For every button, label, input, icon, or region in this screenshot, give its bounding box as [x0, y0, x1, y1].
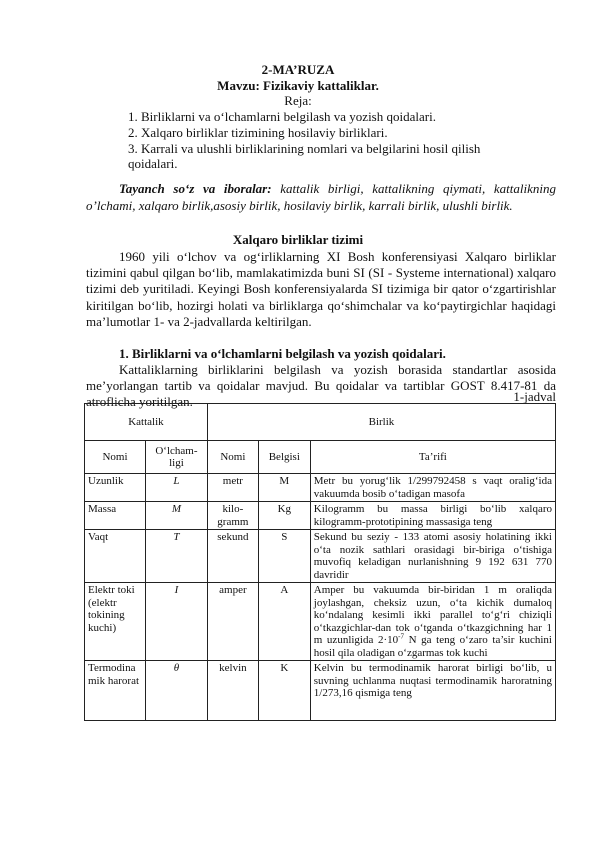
- quantity-name: Massa: [85, 502, 146, 530]
- units-table: [84, 403, 556, 721]
- header-unit-name: Nomi: [207, 441, 258, 474]
- dimension-symbol: I: [145, 583, 207, 661]
- plan-item-3: 3. Karrali va ulushli birliklarining nomlari va belgilarini hosil qilish qoidalari.: [128, 141, 481, 171]
- table-row: [85, 583, 556, 661]
- dimension-symbol: L: [145, 474, 207, 502]
- unit-symbol: Kg: [258, 502, 310, 530]
- keywords-paragraph: [86, 180, 556, 214]
- unit-name: kelvin: [207, 661, 258, 721]
- dimension-symbol: T: [145, 530, 207, 583]
- table-label: 1-jadval: [513, 389, 556, 404]
- unit-symbol: A: [258, 583, 310, 661]
- intro-paragraph: 1960 yili o‘lchov va og‘irliklarning XI Bosh konferensiyasi Xalqaro birliklar tizimini qabul qilgan bo‘lib, mamlakatimizda buni SI (SI - Systeme international) xalqaro tizimi deb yuritiladi. Keyingi Bosh konferensiyalarda SI tizimiga bir qator o‘zgartirishlar kiritilgan bo‘lib, hozirgi holati va birliklarga qo‘shimchalar va ko‘paytirgichlar haqidagi ma’lumotlar 1- va 2-jadvallarda keltirilgan.: [86, 249, 556, 329]
- group-header-quantity: Kattalik: [85, 404, 208, 441]
- definition-exponent: -7: [398, 632, 404, 641]
- table-row: [85, 661, 556, 721]
- lecture-topic: Mavzu: Fizikaviy kattaliklar.: [217, 78, 379, 93]
- unit-name: metr: [207, 474, 258, 502]
- lecture-number: 2-MA’RUZA: [261, 62, 335, 77]
- unit-name: amper: [207, 583, 258, 661]
- unit-symbol: K: [258, 661, 310, 721]
- unit-name: kilo-gramm: [207, 502, 258, 530]
- quantity-name: Uzunlik: [85, 474, 146, 502]
- definition-text: N ga teng o‘zaro ta’sir kuchini hosil qila oladigan o‘zgarmas tok kuchi: [313, 634, 552, 659]
- group-header-unit: Birlik: [207, 404, 555, 441]
- unit-definition: Metr bu yorug‘lik 1/299792458 s vaqt oralig‘ida vakuumda bosib o‘tadigan masofa: [310, 474, 555, 502]
- table-row: [85, 502, 556, 530]
- keywords-label: Tayanch so‘z va iboralar:: [119, 181, 272, 196]
- plan-item-2: 2. Xalqaro birliklar tizimining hosilaviy birliklari.: [128, 125, 388, 140]
- table-group-header-row: [85, 404, 556, 441]
- subsection-heading: 1. Birliklarni va o‘lchamlarni belgilash va yozish qoidalari.: [119, 346, 446, 361]
- keywords-text: kattalik birligi, kattalikning qiymati, kattalikning o’lchami, xalqaro birlik,asosiy birlik, hosilaviy birlik, karrali birlik, ulushli birlik.: [86, 181, 556, 213]
- plan-item-1: 1. Birliklarni va o‘lchamlarni belgilash va yozish qoidalari.: [128, 109, 436, 124]
- quantity-name: Termodina mik harorat: [85, 661, 146, 721]
- section-title: Xalqaro birliklar tizimi: [232, 232, 364, 247]
- table-header-row: [85, 441, 556, 474]
- unit-definition: Kilogramm bu massa birligi bo‘lib xalqaro kilogramm-prototipining massasiga teng: [310, 502, 555, 530]
- unit-name: sekund: [207, 530, 258, 583]
- dimension-symbol: θ: [145, 661, 207, 721]
- table-row: [85, 474, 556, 502]
- dimension-symbol: M: [145, 502, 207, 530]
- header-dimension: O‘lcham-ligi: [145, 441, 207, 474]
- plan-label: Reja:: [284, 93, 312, 108]
- unit-definition: Sekund bu seziy - 133 atomi asosiy holatining ikki o‘ta nozik sathlari orasidagi bir-biriga o‘tishiga muvofiq keladigan nurlanishning 9 192 631 770 davridir: [310, 530, 555, 583]
- quantity-name: Vaqt: [85, 530, 146, 583]
- header-quantity-name: Nomi: [85, 441, 146, 474]
- quantity-name: Elektr toki (elektr tokining kuchi): [85, 583, 146, 661]
- unit-definition: [310, 583, 555, 661]
- definition-text: Amper bu vakuumda bir-biridan 1 m oraliqda joylashgan, cheksiz uzun, o‘ta kichik dumaloq ko‘ndalang kesimli ikki parallel to‘g‘ri chiziqli o‘tkazgichlar-dan tok o‘tganda o‘tkazgichning har 1 m uzunligida 2·10: [313, 584, 552, 646]
- header-unit-symbol: Belgisi: [258, 441, 310, 474]
- table-row: [85, 530, 556, 583]
- unit-symbol: M: [258, 474, 310, 502]
- unit-symbol: S: [258, 530, 310, 583]
- header-definition: Ta’rifi: [310, 441, 555, 474]
- rules-paragraph: Kattaliklarning birliklarini belgilash va yozish borasida standartlar asosida me’yorlangan tartib va qoidalar mavjud. Bu qoidalar va tartiblar GOST 8.417-81 da atroflicha yoritilgan.: [86, 362, 556, 410]
- unit-definition: Kelvin bu termodinamik harorat birligi bo‘lib, u suvning uchlanma nuqtasi termodinamik haroratning 1/273,16 qismiga teng: [310, 661, 555, 721]
